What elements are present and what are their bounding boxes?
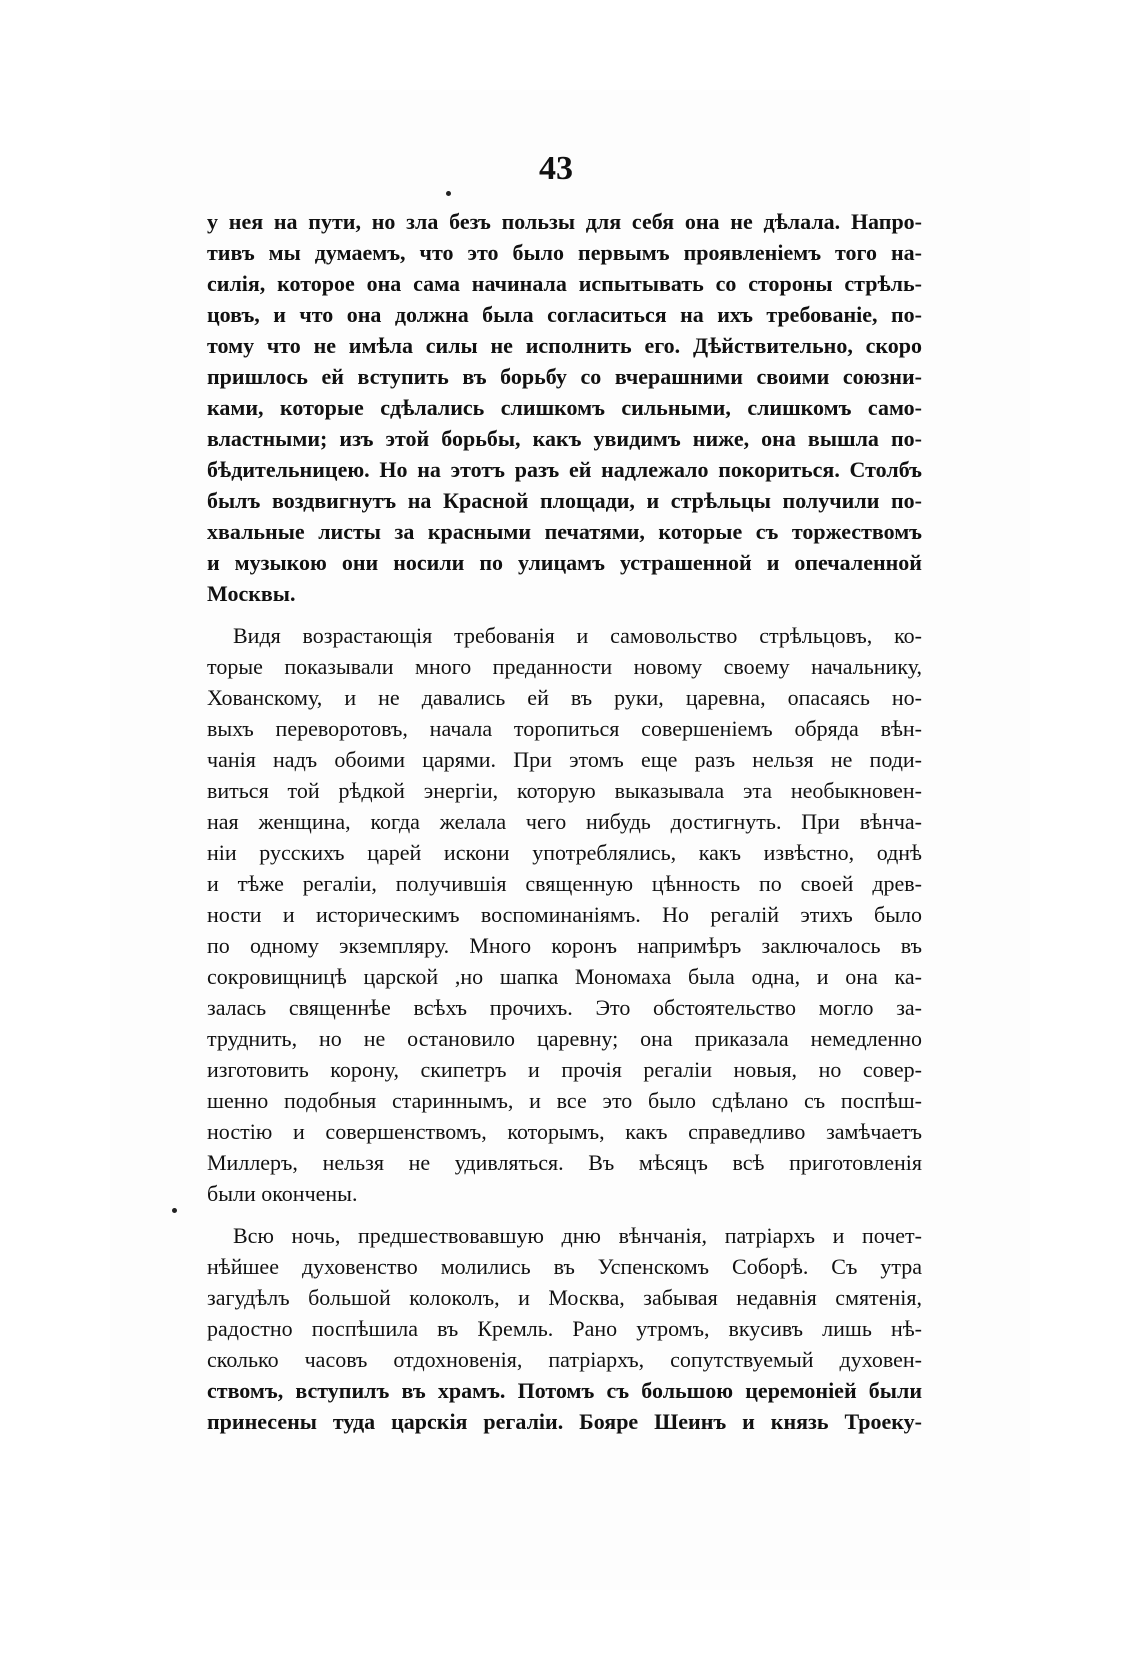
text-line: Видя возрастающія требованія и самовольство стрѣльцовъ, ко- (233, 623, 922, 648)
paragraph-2 (207, 620, 922, 1209)
text-line: загудѣлъ большой колоколъ, и Москва, забывая недавнія смятенія, (207, 1285, 922, 1310)
text-line: силія, которое она сама начинала испытывать со стороны стрѣль- (207, 271, 922, 296)
text-line: изготовить корону, скипетръ и прочія регаліи новыя, но совер- (207, 1057, 922, 1082)
text-line: по одному экземпляру. Много коронъ напримѣръ заключалось въ (207, 933, 922, 958)
text-line: ная женщина, когда желала чего нибудь достигнуть. При вѣнча- (207, 809, 922, 834)
text-line: ніи русскихъ царей искони употреблялись, какъ извѣстно, однѣ (207, 840, 922, 865)
text-line: выхъ переворотовъ, начала торопиться совершеніемъ обряда вѣн- (207, 716, 922, 741)
text-line: былъ воздвигнутъ на Красной площади, и стрѣльцы получили по- (207, 488, 922, 513)
text-line: тому что не имѣла силы не исполнить его. Дѣйствительно, скоро (207, 333, 922, 358)
text-line: Хованскому, и не давались ей въ руки, царевна, опасаясь но- (207, 685, 922, 710)
text-line: ствомъ, вступилъ въ храмъ. Потомъ съ большою церемоніей были (207, 1378, 922, 1403)
text-line: труднить, но не остановило царевну; она приказала немедленно (207, 1026, 922, 1051)
text-line: торые показывали много преданности новому своему начальнику, (207, 654, 922, 679)
text-line: властными; изъ этой борьбы, какъ увидимъ ниже, она вышла по- (207, 426, 922, 451)
ink-speck-top (446, 191, 451, 196)
ink-speck-margin (172, 1208, 177, 1213)
text-line: виться той рѣдкой энергіи, которую выказывала эта необыкновен- (207, 778, 922, 803)
text-line: ностію и совершенствомъ, которымъ, какъ справедливо замѣчаетъ (207, 1119, 922, 1144)
text-line: ности и историческимъ воспоминаніямъ. Но регалій этихъ было (207, 902, 922, 927)
text-line: ками, которые сдѣлались слишкомъ сильными, слишкомъ само- (207, 395, 922, 420)
text-line: были окончены. (207, 1181, 358, 1206)
text-line: Москвы. (207, 581, 296, 606)
text-line: сокровищницѣ царской ,но шапка Мономаха была одна, и она ка- (207, 964, 922, 989)
paragraph-gap (207, 609, 922, 620)
paragraph-gap (207, 1209, 922, 1220)
text-line: сколько часовъ отдохновенія, патріархъ, сопутствуемый духовен- (207, 1347, 922, 1372)
text-line: радостно поспѣшила въ Кремль. Рано утромъ, вкусивъ лишь нѣ- (207, 1316, 922, 1341)
text-line: и музыкою они носили по улицамъ устрашенной и опечаленной (207, 550, 922, 575)
page-number: 43 (539, 150, 573, 187)
text-line: и тѣже регаліи, получившія священную цѣнность по своей древ- (207, 871, 922, 896)
text-line: бѣдительницею. Но на этотъ разъ ей надлежало покориться. Столбъ (207, 457, 922, 482)
text-line: у нея на пути, но зла безъ пользы для себя она не дѣлала. Напро- (207, 209, 922, 234)
paragraph-1 (207, 206, 922, 609)
text-line: пришлось ей вступить въ борьбу со вчерашними своими союзни- (207, 364, 922, 389)
body-text (207, 206, 922, 1437)
paragraph-3 (207, 1220, 922, 1437)
text-line: тивъ мы думаемъ, что это было первымъ проявленіемъ того на- (207, 240, 922, 265)
text-line: принесены туда царскія регаліи. Бояре Шеинъ и князь Троеку- (207, 1409, 922, 1434)
text-line: чанія надъ обоими царями. При этомъ еще разъ нельзя не поди- (207, 747, 922, 772)
text-line: цовъ, и что она должна была согласиться на ихъ требованіе, по- (207, 302, 922, 327)
text-line: Миллеръ, нельзя не удивляться. Въ мѣсяцъ всѣ приготовленія (207, 1150, 922, 1175)
text-line: хвальные листы за красными печатями, которые съ торжествомъ (207, 519, 922, 544)
text-line: залась священнѣе всѣхъ прочихъ. Это обстоятельство могло за- (207, 995, 922, 1020)
text-line: шенно подобныя стариннымъ, и все это было сдѣлано съ поспѣш- (207, 1088, 922, 1113)
text-line: нѣйшее духовенство молились въ Успенскомъ Соборѣ. Съ утра (207, 1254, 922, 1279)
text-line: Всю ночь, предшествовавшую дню вѣнчанія, патріархъ и почет- (233, 1223, 922, 1248)
